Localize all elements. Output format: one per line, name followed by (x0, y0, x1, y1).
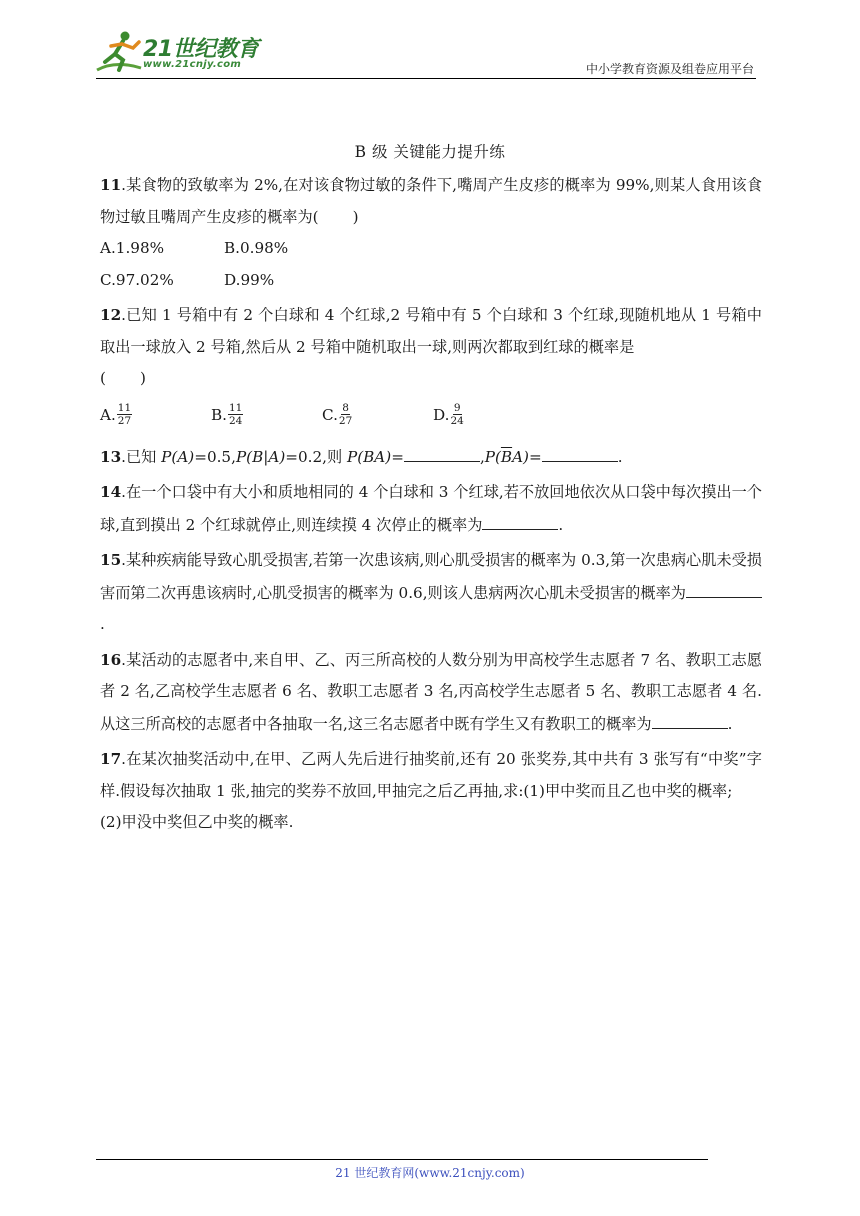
option-d: D. $\frac{9}{24}$ (433, 402, 464, 427)
question-12 (100, 300, 762, 363)
footer-divider (96, 1159, 708, 1160)
question-11: 11.某食物的致敏率为 2%,在对该食物过敏的条件下,嘴周产生皮疹的概率为 99%,则某人食用该食物过敏且嘴周产生皮疹的概率为( ) (100, 176, 762, 226)
question-16: 16.某活动的志愿者中,来自甲、乙、丙三所高校的人数分别为甲高校学生志愿者 7 名、教职工志愿者 2 名,乙高校学生志愿者 6 名、教职工志愿者 3 名,丙高校学生志愿者 5 名、教职工志愿者 4 名.从这三所高校的志愿者中各抽取一名,这三名志愿者中既有学生又有教职工的概率为 . (100, 650, 762, 733)
question-text: .在一个口袋中有大小和质地相同的 4 个白球和 3 个红球,若不放回地依次从口袋中每次摸出一个球,直到摸出 2 个红球就停止,则连续摸 4 次停止的概率为 (100, 483, 762, 534)
footer-text: 21 世纪教育网(www.21cnjy.com) (335, 1166, 525, 1180)
question-text: .已知 1 号箱中有 2 个白球和 4 个红球,2 号箱中有 5 个白球和 3 个红球,现随机地从 1 号箱中取出一球放入 2 号箱,然后从 2 号箱中随机取出一球,则两次都取到红球的概率是 (100, 306, 762, 356)
option-d: D.99% (224, 270, 275, 289)
question-text: .某食物的致敏率为 2%,在对该食物过敏的条件下,嘴周产生皮疹的概率为 99%,则某人食用该食物过敏且嘴周产生皮疹的概率为( (100, 176, 762, 226)
question-number: 17 (100, 750, 122, 768)
page-header (0, 0, 860, 90)
question-number: 11 (100, 176, 122, 194)
question-15: 15.某种疾病能导致心肌受损害,若第一次患该病,则心肌受损害的概率为 0.3,第一次患病心肌未受损害而第二次再患该病时,心肌受损害的概率为 0.6,则该人患病两次心肌未受损害的概率为. (100, 551, 762, 633)
question-17-part-2: (2)甲没中奖但乙中奖的概率. (100, 813, 294, 831)
option-a: A.1.98% (100, 239, 165, 257)
option-b: B.0.98% (224, 239, 289, 257)
option-c: C.97.02% (100, 270, 174, 289)
question-17 (100, 744, 762, 807)
question-text: .某种疾病能导致心肌受损害,若第一次患该病,则心肌受损害的概率为 0.3,第一次患病心肌未受损害而第二次再患该病时,心肌受损害的概率为 0.6,则该人患病两次心肌未受损害的概率为 (100, 551, 762, 602)
answer-blank[interactable] (542, 441, 618, 462)
answer-parens: ( ) (100, 369, 146, 387)
question-13: 13.已知 P(A)=0.5,P(B|A)=0.2,则 $P(BA)= ,P(\overline{B}A)=$ . (100, 441, 762, 474)
q12-options (100, 395, 762, 435)
question-number: 15 (100, 551, 122, 569)
question-number: 14 (100, 483, 122, 501)
header-divider (96, 78, 756, 79)
option-c: C. $\frac{8}{27}$ (322, 402, 353, 427)
question-text: .某活动的志愿者中,来自甲、乙、丙三所高校的人数分别为甲高校学生志愿者 7 名、教职工志愿者 2 名,乙高校学生志愿者 6 名、教职工志愿者 3 名,丙高校学生志愿者 5 名、教职工志愿者 4 名.从这三所高校的志愿者中各抽取一名,这三名志愿者中既有学生又有教职工的概率为 (100, 650, 762, 733)
site-logo (95, 30, 265, 78)
logo-brand-text: 21世纪教育 (143, 37, 259, 62)
question-number: 12 (100, 306, 122, 324)
answer-blank[interactable] (686, 577, 762, 598)
question-14: 14.在一个口袋中有大小和质地相同的 4 个白球和 3 个红球,若不放回地依次从口袋中每次摸出一个球,直到摸出 2 个红球就停止,则连续摸 4 次停止的概率为 . (100, 483, 762, 534)
option-a: A. $\frac{11}{27}$ (100, 402, 132, 427)
logo-url-text: www.21cnjy.com (143, 59, 242, 70)
answer-blank[interactable] (482, 509, 558, 530)
answer-blank[interactable] (404, 441, 480, 462)
question-text: .在某次抽奖活动中,在甲、乙两人先后进行抽奖前,还有 20 张奖券,其中共有 3 张写有“中奖”字样.假设每次抽取 1 张,抽完的奖券不放回,甲抽完之后乙再抽,求:(1)甲中奖而且乙也中奖的概率; (100, 750, 762, 800)
option-b: B. $\frac{11}{24}$ (211, 402, 243, 427)
header-tagline: 中小学教育资源及组卷应用平台 (585, 62, 754, 76)
q11-options-row-2 (100, 265, 762, 297)
answer-blank[interactable] (652, 708, 728, 729)
q11-options-row-1 (100, 233, 762, 265)
question-number: 13 (100, 447, 122, 466)
section-title: B 级 关键能力提升练 (354, 143, 506, 161)
question-number: 16 (100, 650, 122, 669)
runner-logo-icon (95, 30, 145, 78)
question-list (100, 170, 762, 839)
